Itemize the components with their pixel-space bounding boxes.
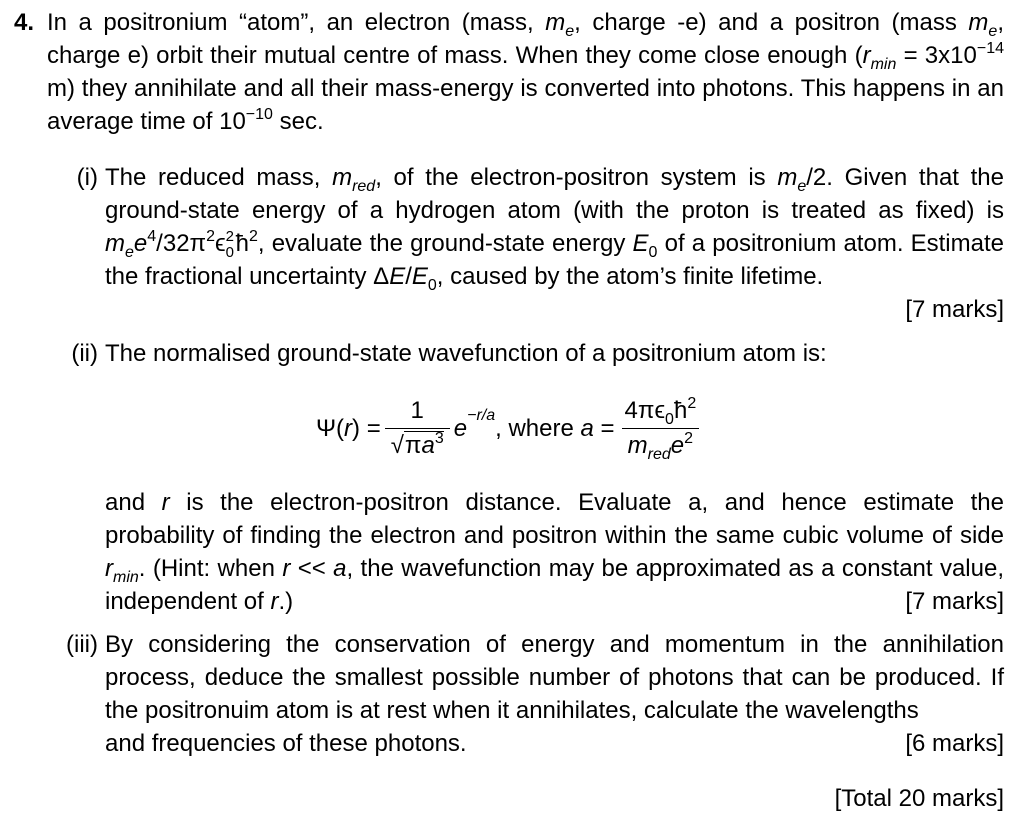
total-marks: [Total 20 marks] — [834, 785, 1004, 812]
normalisation-fraction: $\frac{1}{√\pi a^3}$ — [385, 396, 450, 461]
part-label: (i) — [76, 164, 98, 191]
part-ii-text: and r is the electron-positron distance. Evaluate a, and hence estimate the probability of finding the electron and positron within the same cubic volume of side $r_{min}$. (Hint: when r << a, the wavefunction may be approximated as a constant value, independent of r.) — [105, 489, 1005, 615]
part-iii-text-end: and frequencies of these photons. — [105, 730, 467, 757]
part-i — [48, 161, 1004, 326]
part-label: (ii) — [71, 340, 98, 367]
bohr-radius-fraction: $\frac{4\pi\epsilon_0ħ^2}{m_{red}e^2}$ — [619, 396, 703, 461]
part-i-text: The reduced mass, $m_{red}$, of the electron-positron system is $m_e/2$. Given that the ground-state energy of a hydrogen atom (with the proton is treated as fixed) is $m_ee^4/32\pi^2\epsilon$ 2 0 $ħ^2$, evaluate the ground-state energy $E_0$ of a positronium atom. Estimate the fractional uncertainty $\Delta E/E_0$, caused by the atom’s finite lifetime. — [105, 164, 1004, 294]
hydrogen-energy-formula: $m_ee^4/32\pi^2\epsilon$ 2 0 $ħ^2$ — [105, 227, 258, 261]
part-ii-intro: The normalised ground-state wavefunction of a positronium atom is: — [105, 340, 827, 367]
part-label: (iii) — [66, 631, 98, 658]
question-4 — [14, 6, 1004, 138]
marks-label: [7 marks] — [905, 296, 1004, 323]
wavefunction-equation: Ψ( r ) = $\frac{1}{√\pi a^3}$ e $^{-r/a}$ , where a = $\frac{4\pi\epsilon_0ħ^2}{m_{red}e^2}$ — [316, 392, 706, 464]
part-ii-continued — [48, 486, 1004, 618]
question-intro: In a positronium “atom”, an electron (mass, $m_e$, charge -e) and a positron (mass $m_e$, charge e) orbit their mutual centre of mass. When they come close enough ($r_{min} = 3x10^{-14}$ m) they annihilate and all their mass-energy is converted into photons. This happens in an average time of $10^{-10}$ sec. — [47, 9, 1004, 135]
marks-label: [6 marks] — [905, 730, 1004, 757]
question-number: 4. — [14, 9, 35, 36]
marks-label: [7 marks] — [905, 588, 1004, 615]
part-ii — [48, 337, 1004, 370]
part-iii-text: By considering the conservation of energy and momentum in the annihilation process, deduce the smallest possible number of photons that can be produced. If the positronuim atom is at rest when it annihilates, calculate the wavelengths — [105, 631, 1004, 724]
part-iii — [48, 628, 1004, 760]
